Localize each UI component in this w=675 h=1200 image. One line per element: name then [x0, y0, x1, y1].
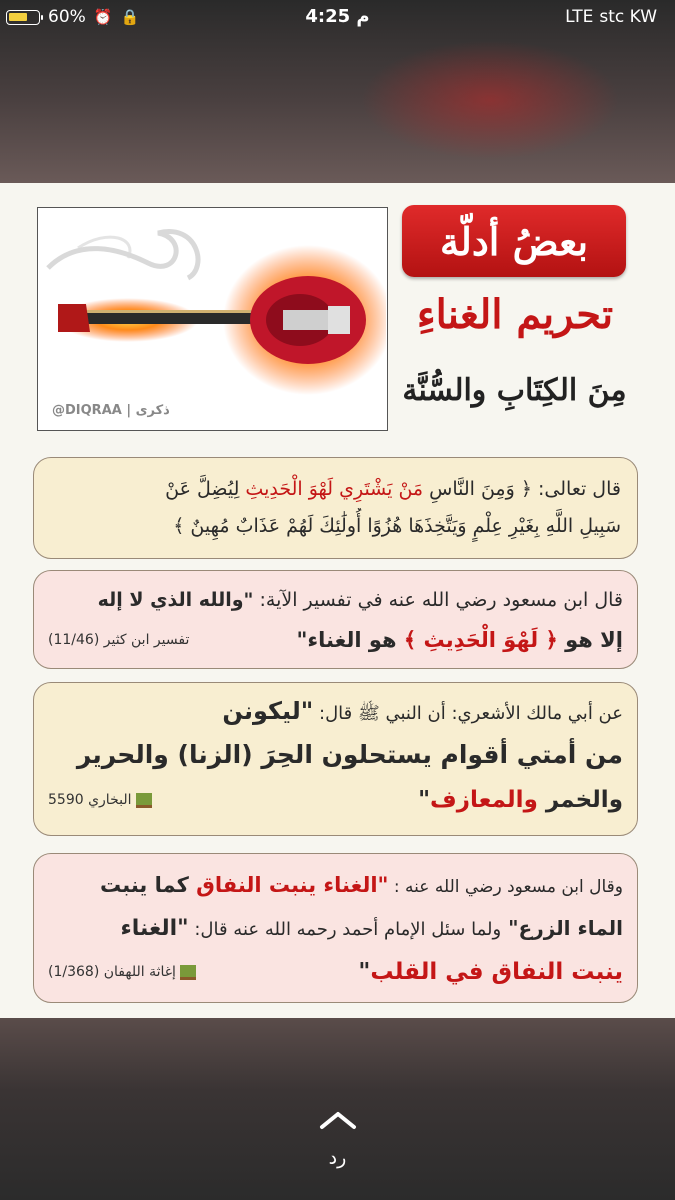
reference [48, 950, 196, 994]
quote-text: عن أبي مالك الأشعري: أن النبي ﷺ قال: [313, 703, 623, 724]
reference-text: إغاثة اللهفان (1/368) [48, 964, 176, 980]
quote-text-bold: كما ينبت [100, 873, 197, 897]
title-badge: بعضُ أدلّة [402, 205, 626, 277]
quote-text: " [358, 959, 371, 985]
status-right-group [565, 7, 657, 27]
quote-line [50, 470, 621, 508]
quote-line [48, 693, 623, 732]
quote-text: وقال ابن مسعود رضي الله عنه : [388, 877, 623, 897]
subtitle: مِنَ الكِتَابِ والسُّنَّة [402, 373, 627, 408]
battery-percent: 60% [48, 7, 86, 27]
quote-text-bold: إلا هو [557, 628, 623, 652]
quote-line [48, 619, 623, 661]
image-card[interactable] [0, 183, 675, 1018]
quote-text: والخمر [537, 787, 623, 813]
rotation-lock-icon: 🔒 [120, 8, 140, 26]
quote-line [48, 864, 623, 908]
quote-text: ولما سئل الإمام أحمد رحمه الله عنه قال: [188, 919, 502, 940]
quote-highlight: مَنْ يَشْتَرِي لَهْوَ الْحَدِيثِ [245, 478, 424, 500]
guitar-fire-image [37, 207, 388, 431]
reference [48, 778, 152, 822]
quote-line: من أمتي أقوام يستحلون الحِرَ (الزنا) والحرير [76, 740, 623, 769]
quote-text-bold: "والله الذي لا إله [97, 589, 254, 611]
quote-text-bold: "الغناء [120, 916, 189, 941]
quote-text: " [418, 787, 431, 813]
brand-watermark: @DIQRAA | ذكرى [52, 403, 170, 418]
quote-highlight: "الغناء ينبت النفاق [196, 873, 389, 897]
quote-line [48, 778, 623, 822]
reply-area[interactable] [0, 1100, 675, 1180]
book-icon [180, 965, 196, 980]
quote-highlight: ينبت النفاق في القلب [370, 959, 623, 985]
chevron-up-icon[interactable] [319, 1110, 357, 1130]
status-bar [0, 0, 675, 36]
carrier-name: stc KW [599, 7, 657, 27]
reply-label[interactable]: رد [328, 1147, 347, 1169]
quote-line [48, 581, 623, 619]
quote-box-quran [33, 457, 638, 559]
reference: تفسير ابن كثير (11/46) [48, 632, 190, 648]
quote-box-nifaq [33, 853, 638, 1003]
quote-line: سَبِيلِ اللَّهِ بِغَيْرِ عِلْمٍ وَيَتَّخِذَهَا هُزُوًا أُولَٰئِكَ لَهُمْ عَذَابٌ مُهِينٌ ﴾ [173, 515, 621, 537]
main-title: تحريم الغناءِ [416, 291, 614, 338]
quote-line [48, 908, 623, 950]
quote-box-hadith [33, 682, 638, 836]
quote-text: قال تعالى: ﴿ وَمِنَ النَّاسِ [423, 478, 621, 500]
book-icon [136, 793, 152, 808]
quote-highlight: والمعازف [430, 787, 538, 813]
burning-guitar-illustration [38, 208, 386, 429]
reference-text: البخاري 5590 [48, 792, 132, 808]
quote-text-bold: "ليكونن [222, 697, 314, 725]
quote-box-ibn-masud [33, 570, 638, 669]
quote-text-bold: الماء الزرع" [501, 916, 623, 940]
quote-text: قال ابن مسعود رضي الله عنه في تفسير الآية: [253, 589, 623, 611]
clock: 4:25 م [305, 6, 370, 27]
alarm-icon: ⏰ [93, 8, 113, 26]
quote-highlight: ﴿ لَهْوَ الْحَدِيثِ ﴾ [403, 628, 558, 652]
quote-line [48, 950, 623, 994]
network-type: LTE [565, 7, 594, 27]
quote-text-bold: هو الغناء" [296, 628, 404, 652]
quote-text: لِيُضِلَّ عَنْ [165, 478, 246, 500]
